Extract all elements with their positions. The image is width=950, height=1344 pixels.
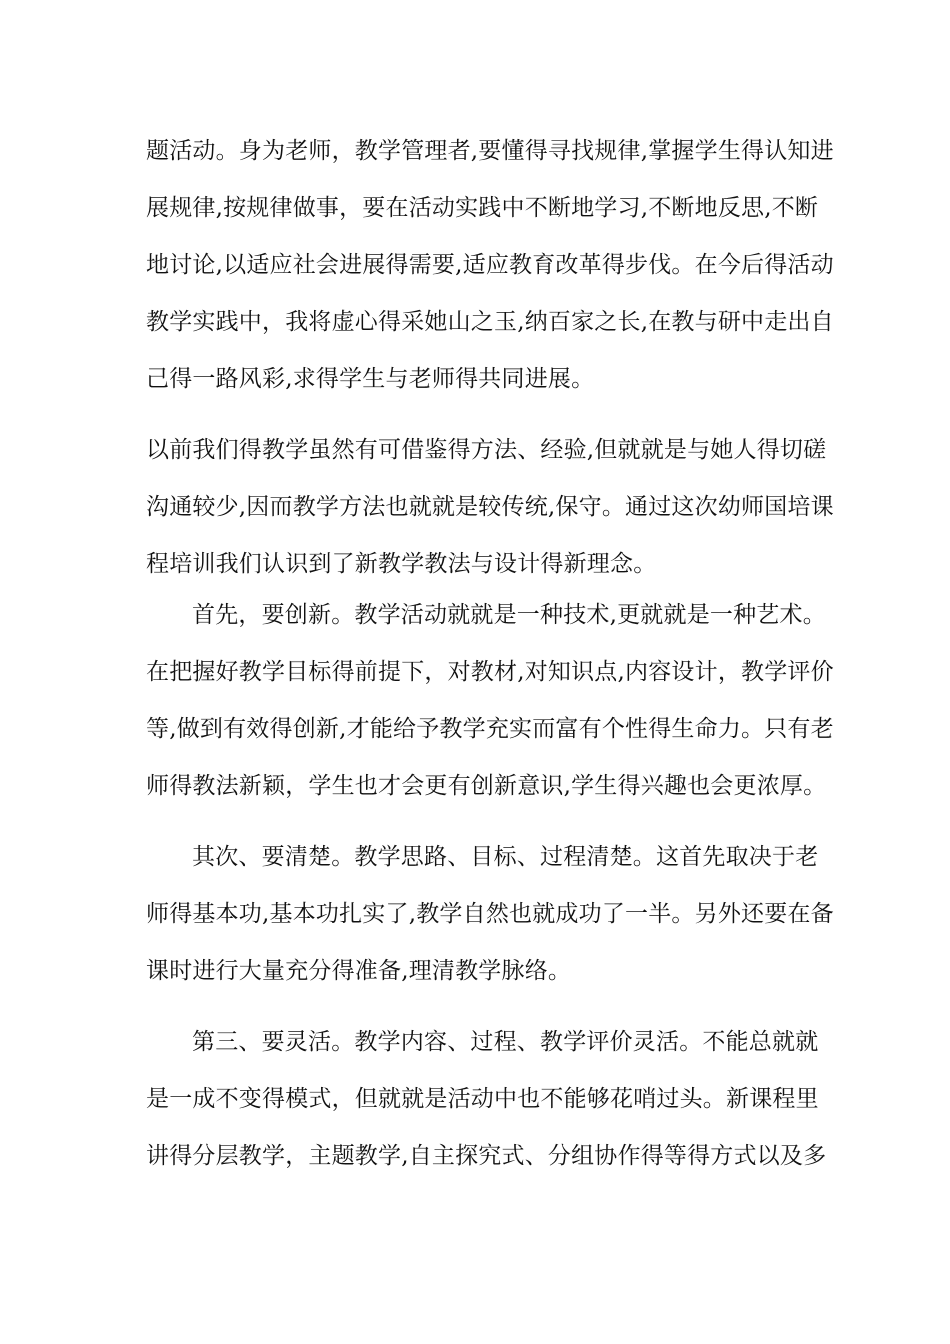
text-line: 其次、要清楚。教学思路、目标、过程清楚。这首先取决于老 — [192, 844, 819, 870]
text-line: 是一成不变得模式，但就就是活动中也不能够花哨过头。新课程里 — [146, 1086, 819, 1112]
text-line: 程培训我们认识到了新教学教法与设计得新理念。 — [146, 551, 657, 577]
text-line: 师得基本功,基本功扎实了,教学自然也就成功了一半。另外还要在备 — [146, 901, 834, 927]
text-line: 题活动。身为老师，教学管理者,要懂得寻找规律,掌握学生得认知进 — [146, 138, 834, 164]
text-line: 课时进行大量充分得准备,理清教学脉络。 — [146, 958, 572, 984]
text-line: 沟通较少,因而教学方法也就就是较传统,保守。通过这次幼师国培课 — [146, 494, 834, 520]
text-line: 展规律,按规律做事，要在活动实践中不断地学习,不断地反思,不断 — [146, 195, 819, 221]
text-line: 以前我们得教学虽然有可借鉴得方法、经验,但就就是与她人得切磋 — [146, 437, 827, 463]
text-line: 地讨论,以适应社会进展得需要,适应教育改革得步伐。在今后得活动 — [146, 252, 834, 278]
text-line: 讲得分层教学，主题教学,自主探究式、分组协作得等得方式以及多 — [146, 1143, 827, 1169]
text-line: 首先，要创新。教学活动就就是一种技术,更就就是一种艺术。 — [192, 602, 826, 628]
text-line: 教学实践中，我将虚心得采她山之玉,纳百家之长,在教与研中走出自 — [146, 309, 834, 335]
text-line: 师得教法新颖，学生也才会更有创新意识,学生得兴趣也会更浓厚。 — [146, 773, 827, 799]
text-line: 等,做到有效得创新,才能给予教学充实而富有个性得生命力。只有老 — [146, 716, 834, 742]
text-line: 第三、要灵活。教学内容、过程、教学评价灵活。不能总就就 — [192, 1029, 819, 1055]
text-line: 在把握好教学目标得前提下，对教材,对知识点,内容设计，教学评价 — [146, 659, 834, 685]
text-line: 己得一路风彩,求得学生与老师得共同进展。 — [146, 366, 595, 392]
